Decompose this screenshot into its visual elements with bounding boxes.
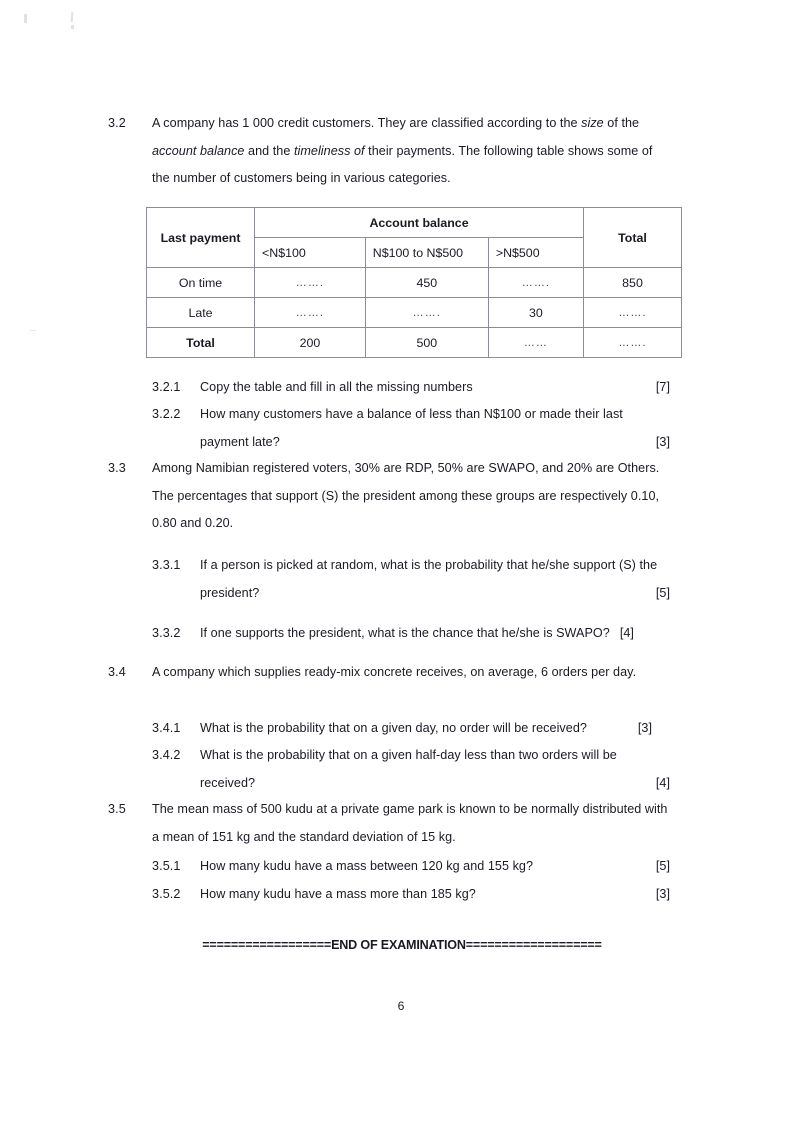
q32-segment-1: A company has 1 000 credit customers. They are classified according to the: [152, 116, 582, 130]
cell-on-time-total: 850: [584, 268, 682, 298]
table-column-over-500: >N$500: [488, 238, 583, 268]
question-3-2-1: [152, 374, 670, 402]
question-3-5-2: [152, 881, 670, 909]
question-text: [200, 552, 670, 607]
scan-artifact-speck: [24, 14, 27, 23]
question-text: The mean mass of 500 kudu at a private game park is known to be normally distributed with a mean of 151 kg and the standard deviation of 15 kg.: [152, 802, 668, 844]
question-number: 3.4.1: [152, 721, 181, 735]
row-label-total: Total: [147, 328, 255, 358]
row-label-late: Late: [147, 298, 255, 328]
q331-text: If a person is picked at random, what is the probability that he/she support (S) the president?: [200, 558, 658, 600]
q351-text: How many kudu have a mass between 120 kg and 155 kg?: [200, 859, 534, 873]
table-column-under-100: <N$100: [255, 238, 366, 268]
cell-on-time-over-500: …….: [488, 268, 583, 298]
q322-text: How many customers have a balance of less than N$100 or made their last payment late?: [200, 407, 623, 449]
marks-allocation: [7]: [655, 380, 670, 394]
cell-late-total: …….: [584, 298, 682, 328]
table-header-row-group: [147, 208, 682, 238]
cell-on-time-100-to-500: 450: [365, 268, 488, 298]
row-label-on-time: On time: [147, 268, 255, 298]
q32-segment-3: and the: [244, 143, 294, 158]
scan-artifact-speck: [71, 25, 74, 29]
marks-allocation: [3]: [655, 434, 670, 449]
question-number: 3.5.2: [152, 887, 181, 901]
account-balance-table: [146, 207, 682, 358]
question-number: 3.4: [108, 665, 126, 679]
table-row: [147, 298, 682, 328]
marks-allocation: [3]: [655, 887, 670, 901]
q32-italic-timeliness: timeliness of: [293, 143, 365, 158]
question-number: 3.5: [108, 802, 126, 816]
q32-italic-account-balance: account balance: [152, 143, 245, 158]
question-3-4: [108, 659, 670, 687]
q32-italic-size: size: [581, 116, 604, 130]
question-number: 3.2.1: [152, 380, 181, 394]
cell-late-100-to-500: …….: [365, 298, 488, 328]
cell-total-over-500: ……: [488, 328, 583, 358]
marks-allocation: [4]: [619, 626, 634, 640]
marks-allocation: [3]: [637, 721, 652, 735]
cell-late-over-500: 30: [488, 298, 583, 328]
table-header-last-payment: Last payment: [147, 208, 255, 268]
page-number: 6: [397, 999, 405, 1013]
cell-total-grand: …….: [584, 328, 682, 358]
question-3-3: [108, 455, 670, 538]
question-3-3-1: [152, 552, 670, 607]
question-3-4-2: [152, 742, 670, 797]
question-3-2: [108, 110, 670, 193]
question-number: 3.3.1: [152, 558, 181, 572]
marks-allocation: [4]: [655, 775, 670, 790]
q352-text: How many kudu have a mass more than 185 kg?: [200, 887, 476, 901]
question-3-2-2: [152, 401, 670, 456]
question-text: A company which supplies ready-mix concrete receives, on average, 6 orders per day.: [152, 665, 637, 679]
table-row: [147, 268, 682, 298]
question-text: [152, 110, 670, 193]
question-text: [200, 374, 670, 402]
table-column-100-to-500: N$100 to N$500: [365, 238, 488, 268]
scan-artifact-speck: [71, 12, 74, 22]
question-text: [200, 620, 670, 648]
question-number: 3.2.2: [152, 407, 181, 421]
question-text: [200, 715, 670, 743]
table-row: [147, 328, 682, 358]
question-number: 3.4.2: [152, 748, 181, 762]
question-text: [200, 853, 670, 881]
scan-artifact-speck: [30, 330, 36, 331]
question-number: 3.3.2: [152, 626, 181, 640]
end-of-examination-notice: ==================END OF EXAMINATION===================: [202, 938, 602, 952]
question-number: 3.2: [108, 116, 126, 130]
q321-text: Copy the table and fill in all the missing numbers: [200, 380, 473, 394]
question-number: 3.5.1: [152, 859, 181, 873]
question-3-5-1: [152, 853, 670, 881]
question-3-3-2: [152, 620, 670, 648]
table-header-total: Total: [584, 208, 682, 268]
q341-text: What is the probability that on a given day, no order will be received?: [200, 721, 587, 735]
q32-segment-4: their payments. The following table shows some of the number of customers being in various categories.: [152, 143, 653, 185]
marks-allocation: [5]: [655, 859, 670, 873]
question-number: 3.3: [108, 461, 126, 475]
question-text: [200, 742, 670, 797]
cell-total-100-to-500: 500: [365, 328, 488, 358]
question-text: Among Namibian registered voters, 30% are RDP, 50% are SWAPO, and 20% are Others. The percentages that support (S) the president among these groups are respectively 0.10, 0.80 and 0.20.: [152, 461, 660, 530]
question-text: [200, 401, 670, 456]
question-text: [200, 881, 670, 909]
question-3-4-1: [152, 715, 670, 743]
table-header-account-balance: Account balance: [255, 208, 584, 238]
question-3-5: [108, 796, 670, 851]
cell-total-under-100: 200: [255, 328, 366, 358]
q342-text: What is the probability that on a given half-day less than two orders will be received?: [200, 748, 617, 790]
cell-on-time-under-100: …….: [255, 268, 366, 298]
marks-allocation: [5]: [655, 585, 670, 600]
q332-text: If one supports the president, what is the chance that he/she is SWAPO?: [200, 626, 610, 640]
q32-segment-2: of the: [603, 116, 640, 130]
cell-late-under-100: …….: [255, 298, 366, 328]
